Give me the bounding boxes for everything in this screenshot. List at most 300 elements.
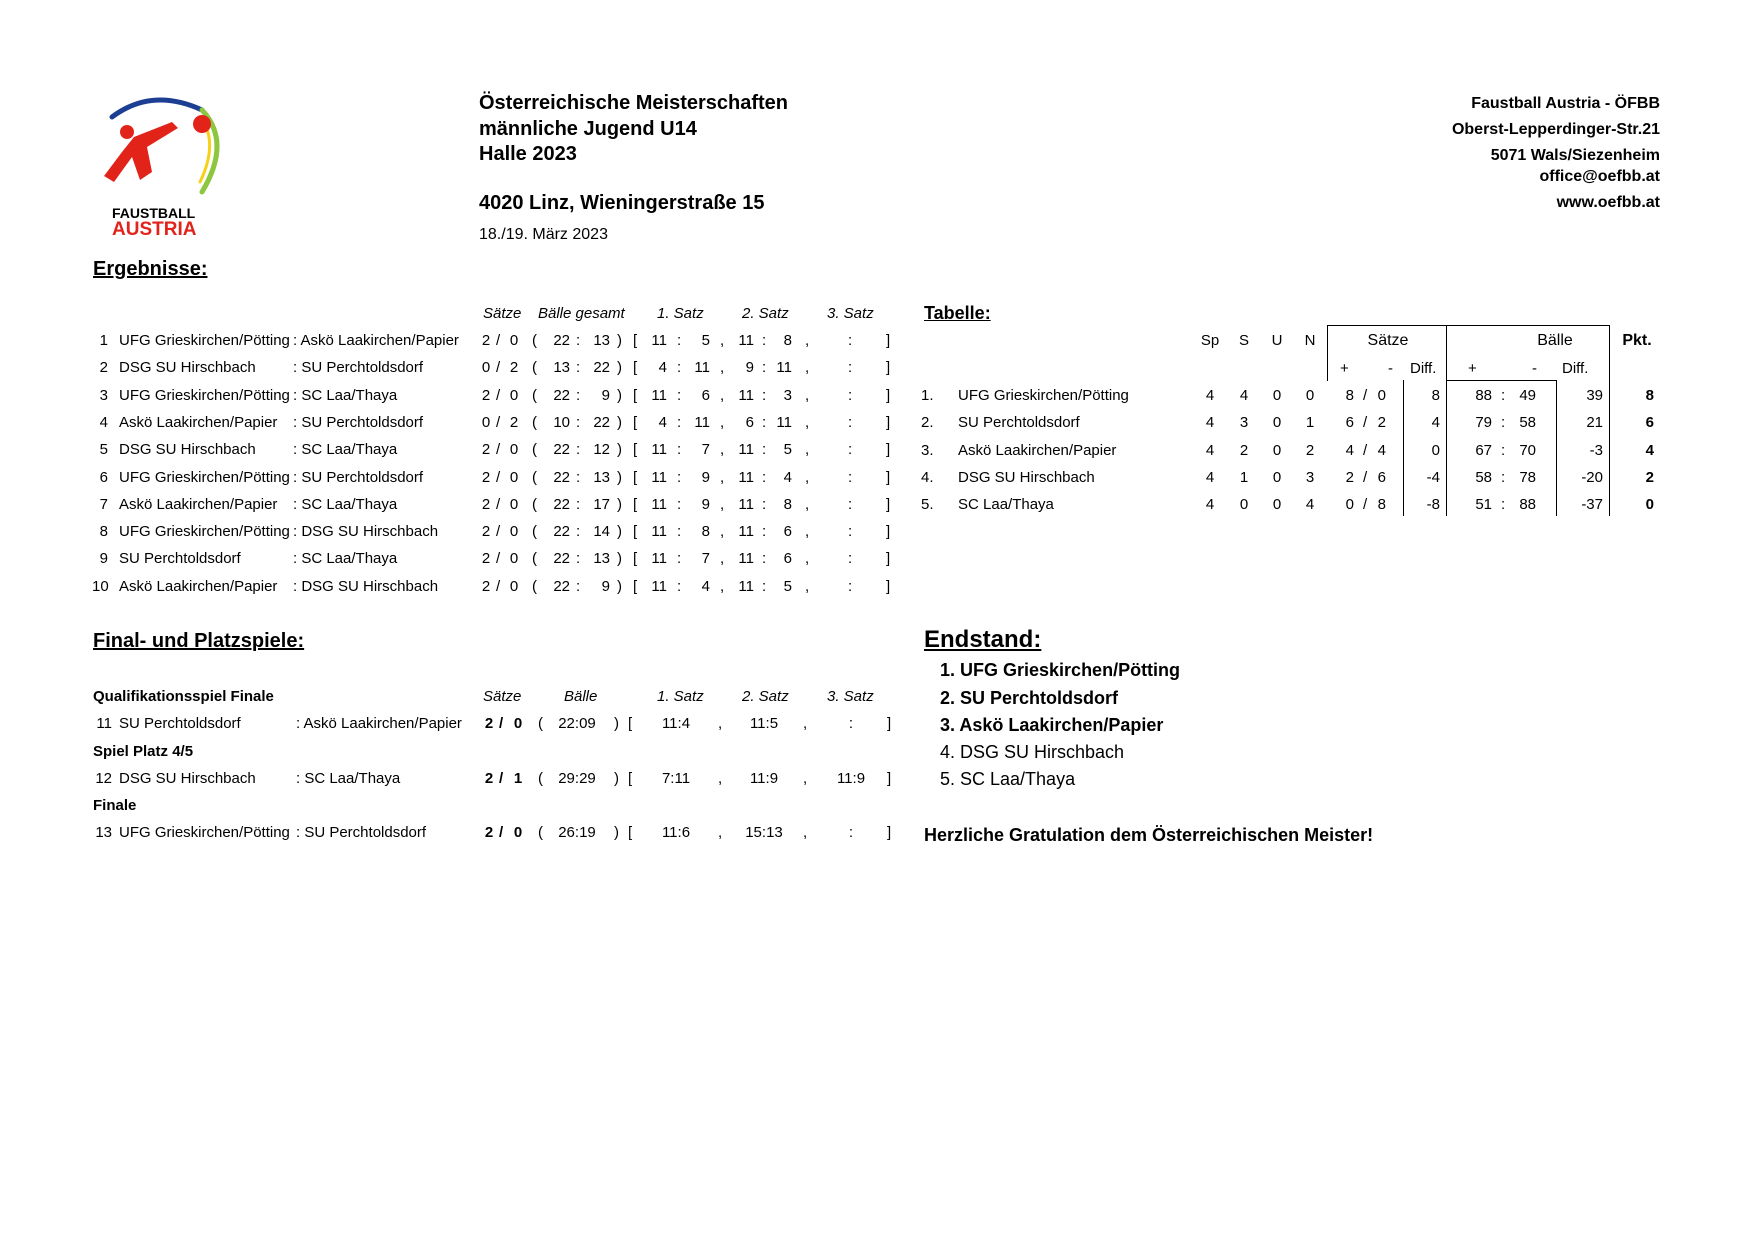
results-heading: Ergebnisse:	[93, 258, 208, 280]
finals-sets-close: ]	[887, 715, 892, 732]
finals-comma-1: ,	[718, 769, 723, 787]
table-sets-plus: 4	[1345, 441, 1354, 459]
faustball-austria-logo	[92, 92, 227, 242]
table-balls-plus: 88	[1475, 387, 1492, 404]
result-number: 1	[99, 332, 108, 349]
result-set3-sep: :	[848, 441, 853, 459]
finals-away-team: : SU Perchtoldsdorf	[296, 824, 427, 842]
result-set3-sep: :	[848, 359, 853, 377]
finals-game-label: Spiel Platz 4/5	[93, 742, 194, 760]
result-sets-sep: /	[496, 577, 501, 595]
result-sets-close: ]	[886, 495, 891, 513]
table-border-header-bottom	[1446, 380, 1556, 381]
result-set3-sep: :	[848, 386, 853, 404]
result-set2-away: 11	[776, 413, 792, 431]
result-sets-away: 2	[509, 359, 519, 377]
table-games: 4	[1205, 441, 1215, 459]
result-sets-sep: /	[496, 413, 501, 431]
result-sets-home: 2	[481, 332, 491, 349]
table-balls-minus: 49	[1519, 387, 1536, 404]
finals-game-number: 13	[95, 824, 112, 842]
table-draws: 0	[1272, 414, 1282, 432]
result-set1-away: 11	[694, 413, 710, 431]
table-sets-diff: -4	[1426, 468, 1440, 486]
result-set1-away: 9	[701, 468, 710, 486]
finals-home-team: UFG Grieskirchen/Pötting	[119, 824, 290, 842]
result-balls-close: )	[617, 468, 622, 486]
table-points: 8	[1645, 387, 1654, 404]
result-balls-close: )	[617, 523, 622, 541]
result-home-team: UFG Grieskirchen/Pötting	[119, 523, 290, 541]
result-balls-sep: :	[576, 468, 581, 486]
result-home-team: Askö Laakirchen/Papier	[119, 413, 278, 431]
result-number: 10	[92, 577, 109, 595]
table-balls-colon: :	[1501, 414, 1506, 432]
result-comma-1: ,	[720, 495, 725, 513]
result-sets-open: [	[633, 332, 638, 349]
finals-sets-sep: /	[499, 824, 504, 842]
result-set1-home: 11	[651, 577, 667, 595]
result-set2-away: 3	[783, 386, 792, 404]
result-comma-1: ,	[720, 386, 725, 404]
result-sets-away: 0	[509, 550, 519, 568]
logo-text-austria: AUSTRIA	[112, 219, 197, 240]
table-sets-minus: 6	[1377, 468, 1386, 486]
result-set1-home: 11	[651, 332, 667, 349]
result-sets-home: 0	[481, 359, 491, 377]
finals-sets-close: ]	[887, 769, 892, 787]
result-set2-sep: :	[762, 386, 767, 404]
table-balls-minus: 70	[1519, 441, 1536, 459]
result-home-team: DSG SU Hirschbach	[119, 441, 256, 459]
result-number: 7	[99, 495, 108, 513]
result-sets-sep: /	[496, 550, 501, 568]
result-set2-sep: :	[762, 332, 767, 349]
finals-set1: 7:11	[661, 769, 691, 787]
final-rank-4: 4. DSG SU Hirschbach	[940, 742, 1125, 762]
finals-heading: Final- und Platzspiele:	[93, 630, 305, 652]
table-sub-plus-saetze: +	[1340, 360, 1349, 377]
table-sets-minus: 4	[1377, 441, 1386, 459]
finals-sets-home: 2	[484, 824, 494, 842]
table-sub-minus-saetze: -	[1388, 360, 1393, 377]
table-games: 4	[1205, 414, 1215, 432]
final-rank-3: 3. Askö Laakirchen/Papier	[940, 715, 1164, 735]
table-border-saetze-diff	[1403, 380, 1404, 516]
result-home-team: UFG Grieskirchen/Pötting	[119, 468, 290, 486]
result-sets-close: ]	[886, 332, 891, 349]
result-home-team: Askö Laakirchen/Papier	[119, 495, 278, 513]
result-set1-home: 11	[651, 386, 667, 404]
result-balls-sep: :	[576, 413, 581, 431]
table-sets-slash: /	[1363, 496, 1368, 514]
result-balls-open: (	[532, 359, 537, 377]
result-set2-away: 4	[783, 468, 792, 486]
result-balls-sep: :	[576, 386, 581, 404]
result-set2-away: 8	[783, 495, 792, 513]
finals-set2: 15:13	[745, 824, 783, 842]
table-balls-diff: 21	[1586, 414, 1603, 432]
result-sets-close: ]	[886, 468, 891, 486]
table-border-baelle-diff	[1556, 380, 1557, 516]
result-sets-home: 2	[481, 523, 491, 541]
result-set1-home: 11	[651, 550, 667, 568]
table-losses: 0	[1305, 387, 1315, 404]
finals-game-label: Finale	[93, 797, 137, 815]
table-balls-colon: :	[1501, 496, 1506, 514]
result-number: 6	[99, 468, 108, 486]
result-set2-home: 11	[738, 468, 754, 486]
table-team: SC Laa/Thaya	[958, 496, 1054, 514]
result-comma-1: ,	[720, 468, 725, 486]
table-draws: 0	[1272, 387, 1282, 404]
result-set2-sep: :	[762, 495, 767, 513]
result-balls-away: 22	[593, 359, 610, 377]
result-away-team: : DSG SU Hirschbach	[293, 577, 439, 595]
table-sub-diff-baelle: Diff.	[1562, 360, 1589, 377]
result-balls-close: )	[617, 359, 622, 377]
result-sets-close: ]	[886, 523, 891, 541]
result-balls-sep: :	[576, 332, 581, 349]
result-balls-close: )	[617, 441, 622, 459]
result-balls-away: 9	[601, 577, 610, 595]
result-set3-sep: :	[848, 550, 853, 568]
result-set1-away: 7	[701, 550, 710, 568]
result-comma-1: ,	[720, 359, 725, 377]
finals-col-header-satz-2: 2. Satz	[742, 688, 789, 705]
result-balls-home: 22	[553, 441, 570, 459]
result-balls-sep: :	[576, 495, 581, 513]
table-sub-diff-saetze: Diff.	[1410, 360, 1437, 377]
result-set2-sep: :	[762, 468, 767, 486]
table-balls-minus: 58	[1519, 414, 1536, 432]
result-sets-close: ]	[886, 359, 891, 377]
col-header-satz-2: 2. Satz	[742, 305, 789, 322]
title-line-3: Halle 2023	[479, 143, 577, 165]
finals-col-header-saetze: Sätze	[483, 688, 522, 705]
result-away-team: : DSG SU Hirschbach	[293, 523, 439, 541]
table-balls-plus: 51	[1475, 496, 1492, 514]
result-sets-home: 2	[481, 386, 491, 404]
table-games: 4	[1205, 496, 1215, 514]
result-comma-2: ,	[805, 413, 810, 431]
finals-sets-close: ]	[887, 824, 892, 842]
result-sets-away: 2	[509, 413, 519, 431]
table-losses: 1	[1305, 414, 1315, 432]
result-balls-away: 13	[593, 332, 610, 349]
finals-away-team: : SC Laa/Thaya	[296, 769, 401, 787]
result-comma-1: ,	[720, 550, 725, 568]
result-away-team: : SC Laa/Thaya	[293, 495, 398, 513]
logo-text-faustball: FAUSTBALL	[112, 205, 196, 221]
result-sets-home: 2	[481, 577, 491, 595]
result-set2-home: 6	[745, 413, 754, 431]
finals-balls-open: (	[538, 824, 543, 842]
result-balls-close: )	[617, 413, 622, 431]
org-city: 5071 Wals/Siezenheim	[1490, 147, 1660, 164]
result-balls-sep: :	[576, 523, 581, 541]
table-balls-plus: 58	[1475, 468, 1492, 486]
table-sets-plus: 8	[1345, 387, 1354, 404]
finals-balls: 29:29	[558, 769, 596, 787]
result-set1-sep: :	[677, 495, 682, 513]
result-sets-home: 2	[481, 441, 491, 459]
result-set1-away: 11	[694, 359, 710, 377]
table-sets-slash: /	[1363, 387, 1368, 404]
result-set3-sep: :	[848, 332, 853, 349]
final-rank-1: 1. UFG Grieskirchen/Pötting	[940, 660, 1181, 680]
result-set1-home: 11	[651, 441, 667, 459]
result-set1-sep: :	[677, 550, 682, 568]
table-balls-plus: 79	[1475, 414, 1492, 432]
result-set1-sep: :	[677, 577, 682, 595]
table-sets-plus: 6	[1345, 414, 1354, 432]
title-line-1: Österreichische Meisterschaften	[479, 92, 789, 114]
table-team: DSG SU Hirschbach	[958, 468, 1095, 486]
result-balls-home: 10	[553, 413, 570, 431]
finals-set1: 11:6	[661, 824, 691, 842]
finals-away-team: : Askö Laakirchen/Papier	[296, 715, 462, 732]
result-number: 3	[99, 386, 108, 404]
finals-home-team: SU Perchtoldsdorf	[119, 715, 241, 732]
result-sets-open: [	[633, 550, 638, 568]
result-sets-sep: /	[496, 359, 501, 377]
result-comma-2: ,	[805, 359, 810, 377]
table-border-saetze-end	[1446, 380, 1447, 516]
finals-sets-sep: /	[499, 715, 504, 732]
table-balls-diff: -20	[1581, 468, 1603, 486]
finals-sets-sep: /	[499, 769, 504, 787]
result-set1-home: 11	[651, 495, 667, 513]
result-comma-1: ,	[720, 413, 725, 431]
result-sets-close: ]	[886, 441, 891, 459]
finals-comma-2: ,	[803, 769, 808, 787]
finals-set2: 11:5	[749, 715, 779, 732]
result-set2-away: 5	[783, 441, 792, 459]
table-points: 6	[1645, 414, 1654, 432]
table-points: 2	[1645, 468, 1654, 486]
table-sets-plus: 2	[1345, 468, 1354, 486]
table-balls-diff: -3	[1589, 441, 1603, 459]
result-set2-away: 8	[783, 332, 792, 349]
result-balls-sep: :	[576, 550, 581, 568]
result-sets-sep: /	[496, 468, 501, 486]
result-comma-2: ,	[805, 495, 810, 513]
finals-game-number: 12	[95, 769, 112, 787]
table-balls-minus: 88	[1519, 496, 1536, 514]
table-rank: 4.	[921, 468, 934, 486]
table-header-pkt: Pkt.	[1622, 332, 1652, 349]
table-rank: 5.	[921, 496, 934, 514]
result-balls-open: (	[532, 550, 537, 568]
result-comma-1: ,	[720, 577, 725, 595]
result-balls-home: 22	[553, 577, 570, 595]
result-away-team: : SU Perchtoldsdorf	[293, 359, 424, 377]
table-wins: 2	[1239, 441, 1249, 459]
final-rank-2: 2. SU Perchtoldsdorf	[940, 688, 1119, 708]
table-team: SU Perchtoldsdorf	[958, 414, 1080, 432]
result-balls-close: )	[617, 332, 622, 349]
table-border-mid	[1446, 325, 1447, 381]
result-balls-sep: :	[576, 359, 581, 377]
finals-sets-home: 2	[484, 769, 494, 787]
table-rank: 1.	[921, 387, 934, 404]
finals-sets-away: 0	[513, 715, 523, 732]
result-set2-sep: :	[762, 550, 767, 568]
table-balls-diff: -37	[1581, 496, 1603, 514]
congratulations-text: Herzliche Gratulation dem Österreichischen Meister!	[924, 825, 1374, 845]
result-number: 8	[99, 523, 108, 541]
standings-heading: Endstand:	[924, 626, 1042, 653]
result-set2-sep: :	[762, 441, 767, 459]
table-sets-diff: 4	[1431, 414, 1440, 432]
result-set1-sep: :	[677, 523, 682, 541]
result-set1-home: 11	[651, 468, 667, 486]
result-away-team: : SC Laa/Thaya	[293, 386, 398, 404]
finals-sets-open: [	[628, 715, 633, 732]
table-border-baelle-end	[1609, 380, 1610, 516]
table-sets-minus: 0	[1377, 387, 1386, 404]
finals-set2: 11:9	[749, 769, 779, 787]
table-border-left-saetze	[1327, 325, 1328, 381]
table-sets-minus: 2	[1377, 414, 1386, 432]
result-balls-open: (	[532, 441, 537, 459]
result-home-team: Askö Laakirchen/Papier	[119, 577, 278, 595]
result-balls-away: 14	[593, 523, 610, 541]
result-sets-away: 0	[509, 441, 519, 459]
result-set2-away: 6	[783, 523, 792, 541]
finals-comma-1: ,	[718, 715, 723, 732]
table-wins: 0	[1239, 496, 1249, 514]
col-header-saetze: Sätze	[483, 305, 522, 322]
finals-balls: 26:19	[558, 824, 596, 842]
result-balls-close: )	[617, 550, 622, 568]
table-sets-diff: 8	[1431, 387, 1440, 404]
faustball-player-icon	[92, 92, 227, 207]
table-balls-diff: 39	[1586, 387, 1603, 404]
result-away-team: : SC Laa/Thaya	[293, 441, 398, 459]
result-set2-away: 5	[783, 577, 792, 595]
table-wins: 1	[1239, 468, 1249, 486]
result-set2-home: 11	[738, 577, 754, 595]
result-balls-home: 22	[553, 523, 570, 541]
table-wins: 3	[1239, 414, 1249, 432]
result-set1-away: 9	[701, 495, 710, 513]
table-sets-diff: -8	[1426, 496, 1440, 514]
result-set2-home: 9	[745, 359, 754, 377]
result-set2-sep: :	[762, 523, 767, 541]
result-comma-2: ,	[805, 577, 810, 595]
result-sets-open: [	[633, 468, 638, 486]
table-draws: 0	[1272, 468, 1282, 486]
table-draws: 0	[1272, 496, 1282, 514]
result-number: 2	[99, 359, 108, 377]
result-set3-sep: :	[848, 577, 853, 595]
result-set3-sep: :	[848, 413, 853, 431]
result-balls-open: (	[532, 386, 537, 404]
result-set1-home: 4	[658, 413, 667, 431]
result-set2-home: 11	[738, 523, 754, 541]
result-balls-close: )	[617, 577, 622, 595]
result-balls-away: 17	[593, 495, 610, 513]
result-number: 4	[99, 413, 108, 431]
table-draws: 0	[1272, 441, 1282, 459]
result-sets-away: 0	[509, 468, 519, 486]
result-set3-sep: :	[848, 468, 853, 486]
table-balls-colon: :	[1501, 441, 1506, 459]
table-losses: 2	[1305, 441, 1315, 459]
result-set2-sep: :	[762, 577, 767, 595]
table-sets-slash: /	[1363, 441, 1368, 459]
result-set3-sep: :	[848, 523, 853, 541]
table-losses: 4	[1305, 496, 1315, 514]
result-set1-sep: :	[677, 332, 682, 349]
table-header-u: U	[1271, 332, 1283, 349]
result-comma-2: ,	[805, 468, 810, 486]
result-set1-away: 4	[701, 577, 710, 595]
result-home-team: DSG SU Hirschbach	[119, 359, 256, 377]
finals-sets-open: [	[628, 769, 633, 787]
result-comma-2: ,	[805, 523, 810, 541]
result-set1-home: 11	[651, 523, 667, 541]
col-header-satz-3: 3. Satz	[827, 305, 874, 322]
result-balls-close: )	[617, 386, 622, 404]
result-set2-home: 11	[738, 441, 754, 459]
table-rank: 3.	[921, 441, 934, 459]
table-team: UFG Grieskirchen/Pötting	[958, 387, 1129, 404]
result-balls-away: 13	[593, 468, 610, 486]
finals-balls: 22:09	[558, 715, 596, 732]
table-sets-slash: /	[1363, 468, 1368, 486]
result-number: 9	[99, 550, 108, 568]
org-email: office@oefbb.at	[1539, 168, 1660, 185]
result-balls-home: 22	[553, 550, 570, 568]
result-sets-home: 2	[481, 468, 491, 486]
table-rank: 2.	[921, 414, 934, 432]
result-set1-sep: :	[677, 386, 682, 404]
result-balls-open: (	[532, 468, 537, 486]
result-sets-open: [	[633, 577, 638, 595]
result-sets-close: ]	[886, 577, 891, 595]
table-balls-colon: :	[1501, 468, 1506, 486]
result-home-team: SU Perchtoldsdorf	[119, 550, 241, 568]
finals-game-number: 11	[96, 715, 112, 732]
result-number: 5	[99, 441, 108, 459]
result-balls-open: (	[532, 577, 537, 595]
result-set1-home: 4	[658, 359, 667, 377]
result-sets-away: 0	[509, 332, 519, 349]
result-sets-away: 0	[509, 523, 519, 541]
result-balls-home: 22	[553, 386, 570, 404]
result-balls-home: 13	[553, 359, 570, 377]
table-sub-minus-baelle: -	[1532, 360, 1537, 377]
result-away-team: : SC Laa/Thaya	[293, 550, 398, 568]
result-comma-2: ,	[805, 550, 810, 568]
result-sets-away: 0	[509, 495, 519, 513]
result-away-team: : SU Perchtoldsdorf	[293, 413, 424, 431]
result-set2-home: 11	[738, 550, 754, 568]
result-balls-home: 22	[553, 332, 570, 349]
finals-col-header-satz-1: 1. Satz	[657, 688, 704, 705]
table-header-saetze: Sätze	[1367, 332, 1409, 349]
result-balls-away: 9	[601, 386, 610, 404]
result-home-team: UFG Grieskirchen/Pötting	[119, 332, 290, 349]
result-sets-sep: /	[496, 332, 501, 349]
table-points: 4	[1645, 441, 1654, 459]
event-date: 18./19. März 2023	[479, 226, 608, 243]
table-header-s: S	[1238, 332, 1249, 349]
result-sets-sep: /	[496, 386, 501, 404]
